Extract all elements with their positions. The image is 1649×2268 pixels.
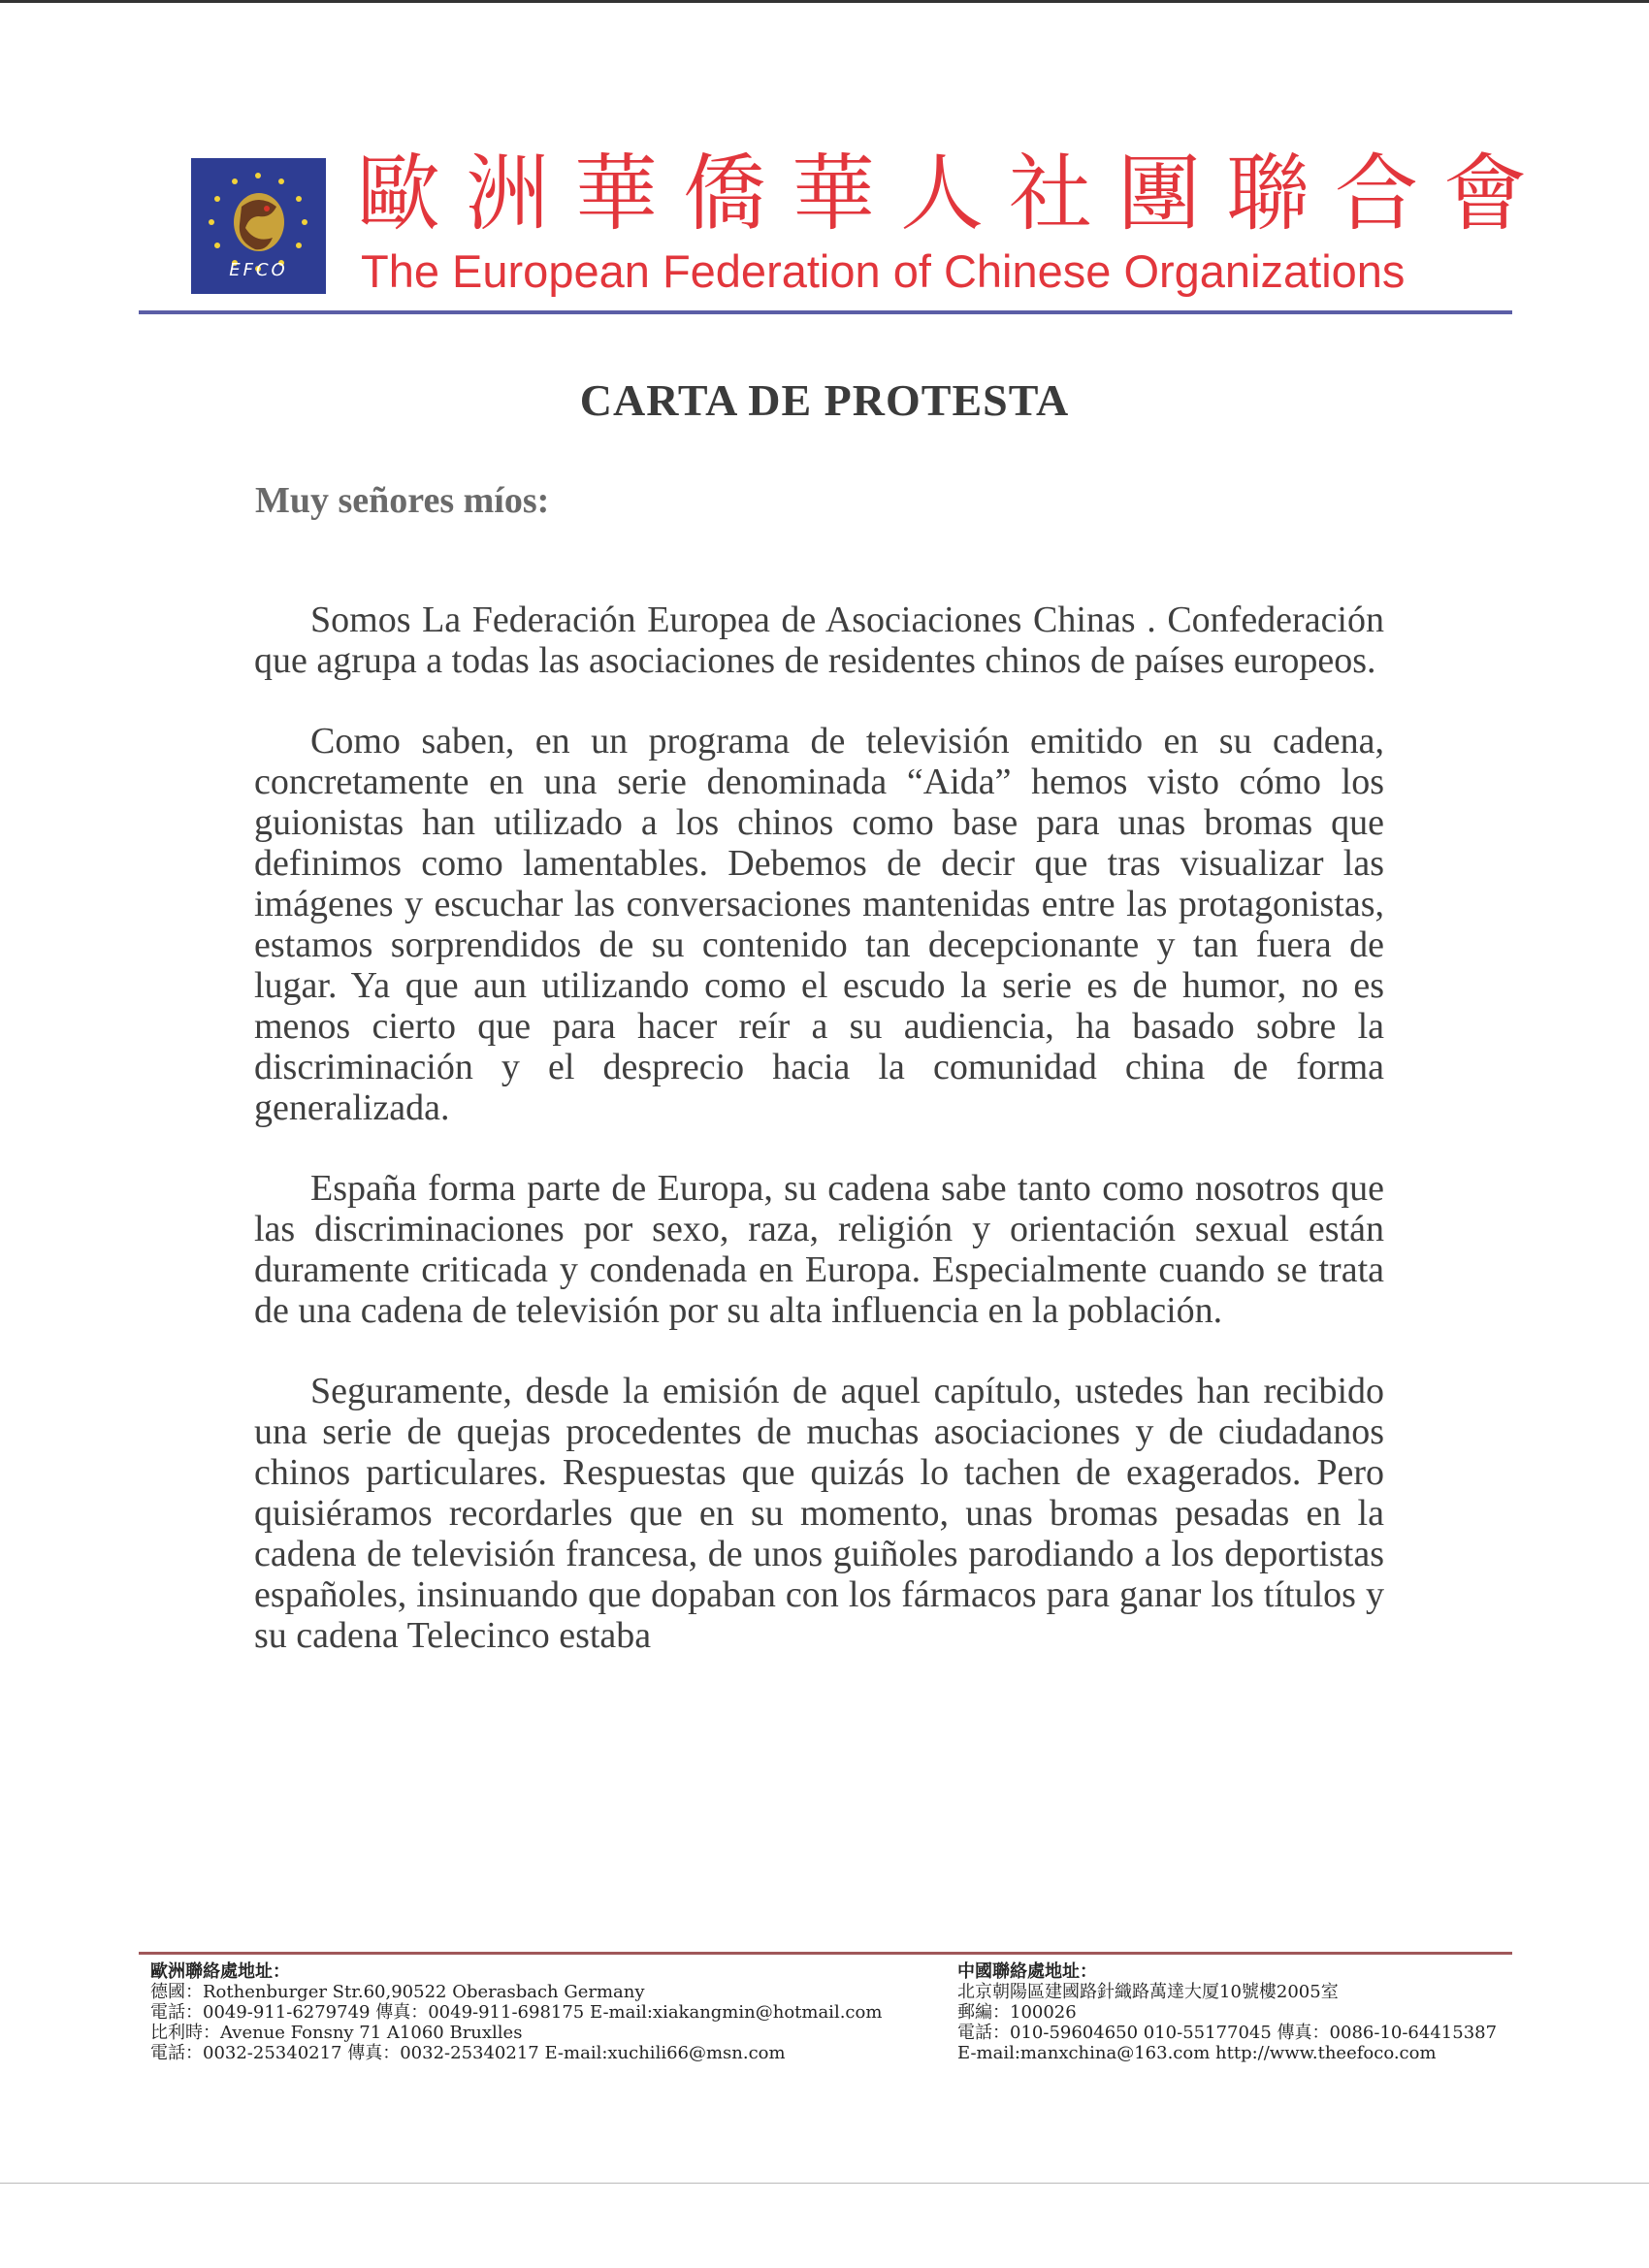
efco-logo [191, 158, 326, 294]
salutation: Muy señores míos: [255, 480, 550, 521]
organization-english-name: The European Federation of Chinese Organizations [361, 245, 1406, 297]
contact-line: 電話：0049-911-6279749 傳真：0049-911-698175 E-mail:xiakangmin@hotmail.com [150, 2002, 883, 2023]
paragraph: Somos La Federación Europea de Asociaciones Chinas . Confederación que agrupa a todas las asociaciones de residentes chinos de países europeos. [254, 599, 1384, 681]
dragon-emblem-icon [228, 187, 290, 257]
paragraph: Como saben, en un programa de televisión emitido en su cadena, concretamente en una serie denominada “Aida” hemos visto cómo los guionistas han utilizado a los chinos como base para unas bromas que definimos como lamentables. Debemos de decir que tras visualizar las imágenes y escuchar las conversaciones mantenidas entre las protagonistas, estamos sorprendidos de su contenido tan decepcionante y tan fuera de lugar. Ya que aun utilizando como el escudo la serie es de humor, no es menos cierto que para hacer reír a su audiencia, ha basado sobre la discriminación y el desprecio hacia la comunidad china de forma generalizada. [254, 721, 1384, 1128]
document-title: CARTA DE PROTESTA [579, 375, 1070, 425]
paragraph: España forma parte de Europa, su cadena sabe tanto como nosotros que las discriminaciones por sexo, raza, religión y orientación sexual están duramente criticada y condenada en Europa. Especialmente cuando se trata de una cadena de televisión por su alta influencia en la población. [254, 1168, 1384, 1331]
bottom-edge-rule [0, 2183, 1649, 2184]
contact-line: 北京朝陽區建國路針織路萬達大厦10號樓2005室 [957, 1982, 1339, 2002]
header-divider [139, 310, 1512, 314]
top-edge-rule [0, 0, 1649, 3]
europe-contact-heading: 歐洲聯絡處地址： [150, 1961, 290, 1982]
letter-body [254, 599, 1384, 1696]
paragraph: Seguramente, desde la emisión de aquel capítulo, ustedes han recibido una serie de quejas procedentes de muchas asociaciones y de ciudadanos chinos particulares. Respuestas que quizás lo tachen de exagerados. Pero quisiéramos recordarles que en su momento, unas bromas pesadas en la cadena de televisión francesa, de unos guiñoles parodiando a los deportistas españoles, insinuando que dopaban con los fármacos para ganar los títulos y su cadena Telecinco estaba [254, 1371, 1384, 1656]
contact-line: E-mail:manxchina@163.com http://www.theefoco.com [957, 2043, 1437, 2063]
organization-chinese-name: 歐洲華僑華人社團聯合會 [357, 146, 1552, 243]
china-contact-heading: 中國聯絡處地址： [957, 1961, 1097, 1982]
contact-line: 比利時：Avenue Fonsny 71 A1060 Bruxlles [150, 2023, 523, 2043]
contact-line: 電話：010-59604650 010-55177045 傳真：0086-10-64415387 [957, 2023, 1498, 2043]
footer-divider [139, 1952, 1512, 1955]
contact-line: 電話：0032-25340217 傳真：0032-25340217 E-mail:xuchili66@msn.com [150, 2043, 786, 2063]
china-contact-block [957, 1961, 1497, 2063]
europe-contact-block [150, 1961, 882, 2063]
logo-label: EFCO [229, 260, 288, 280]
contact-line: 德國：Rothenburger Str.60,90522 Oberasbach Germany [150, 1982, 645, 2002]
contact-line: 郵編：100026 [957, 2002, 1077, 2023]
